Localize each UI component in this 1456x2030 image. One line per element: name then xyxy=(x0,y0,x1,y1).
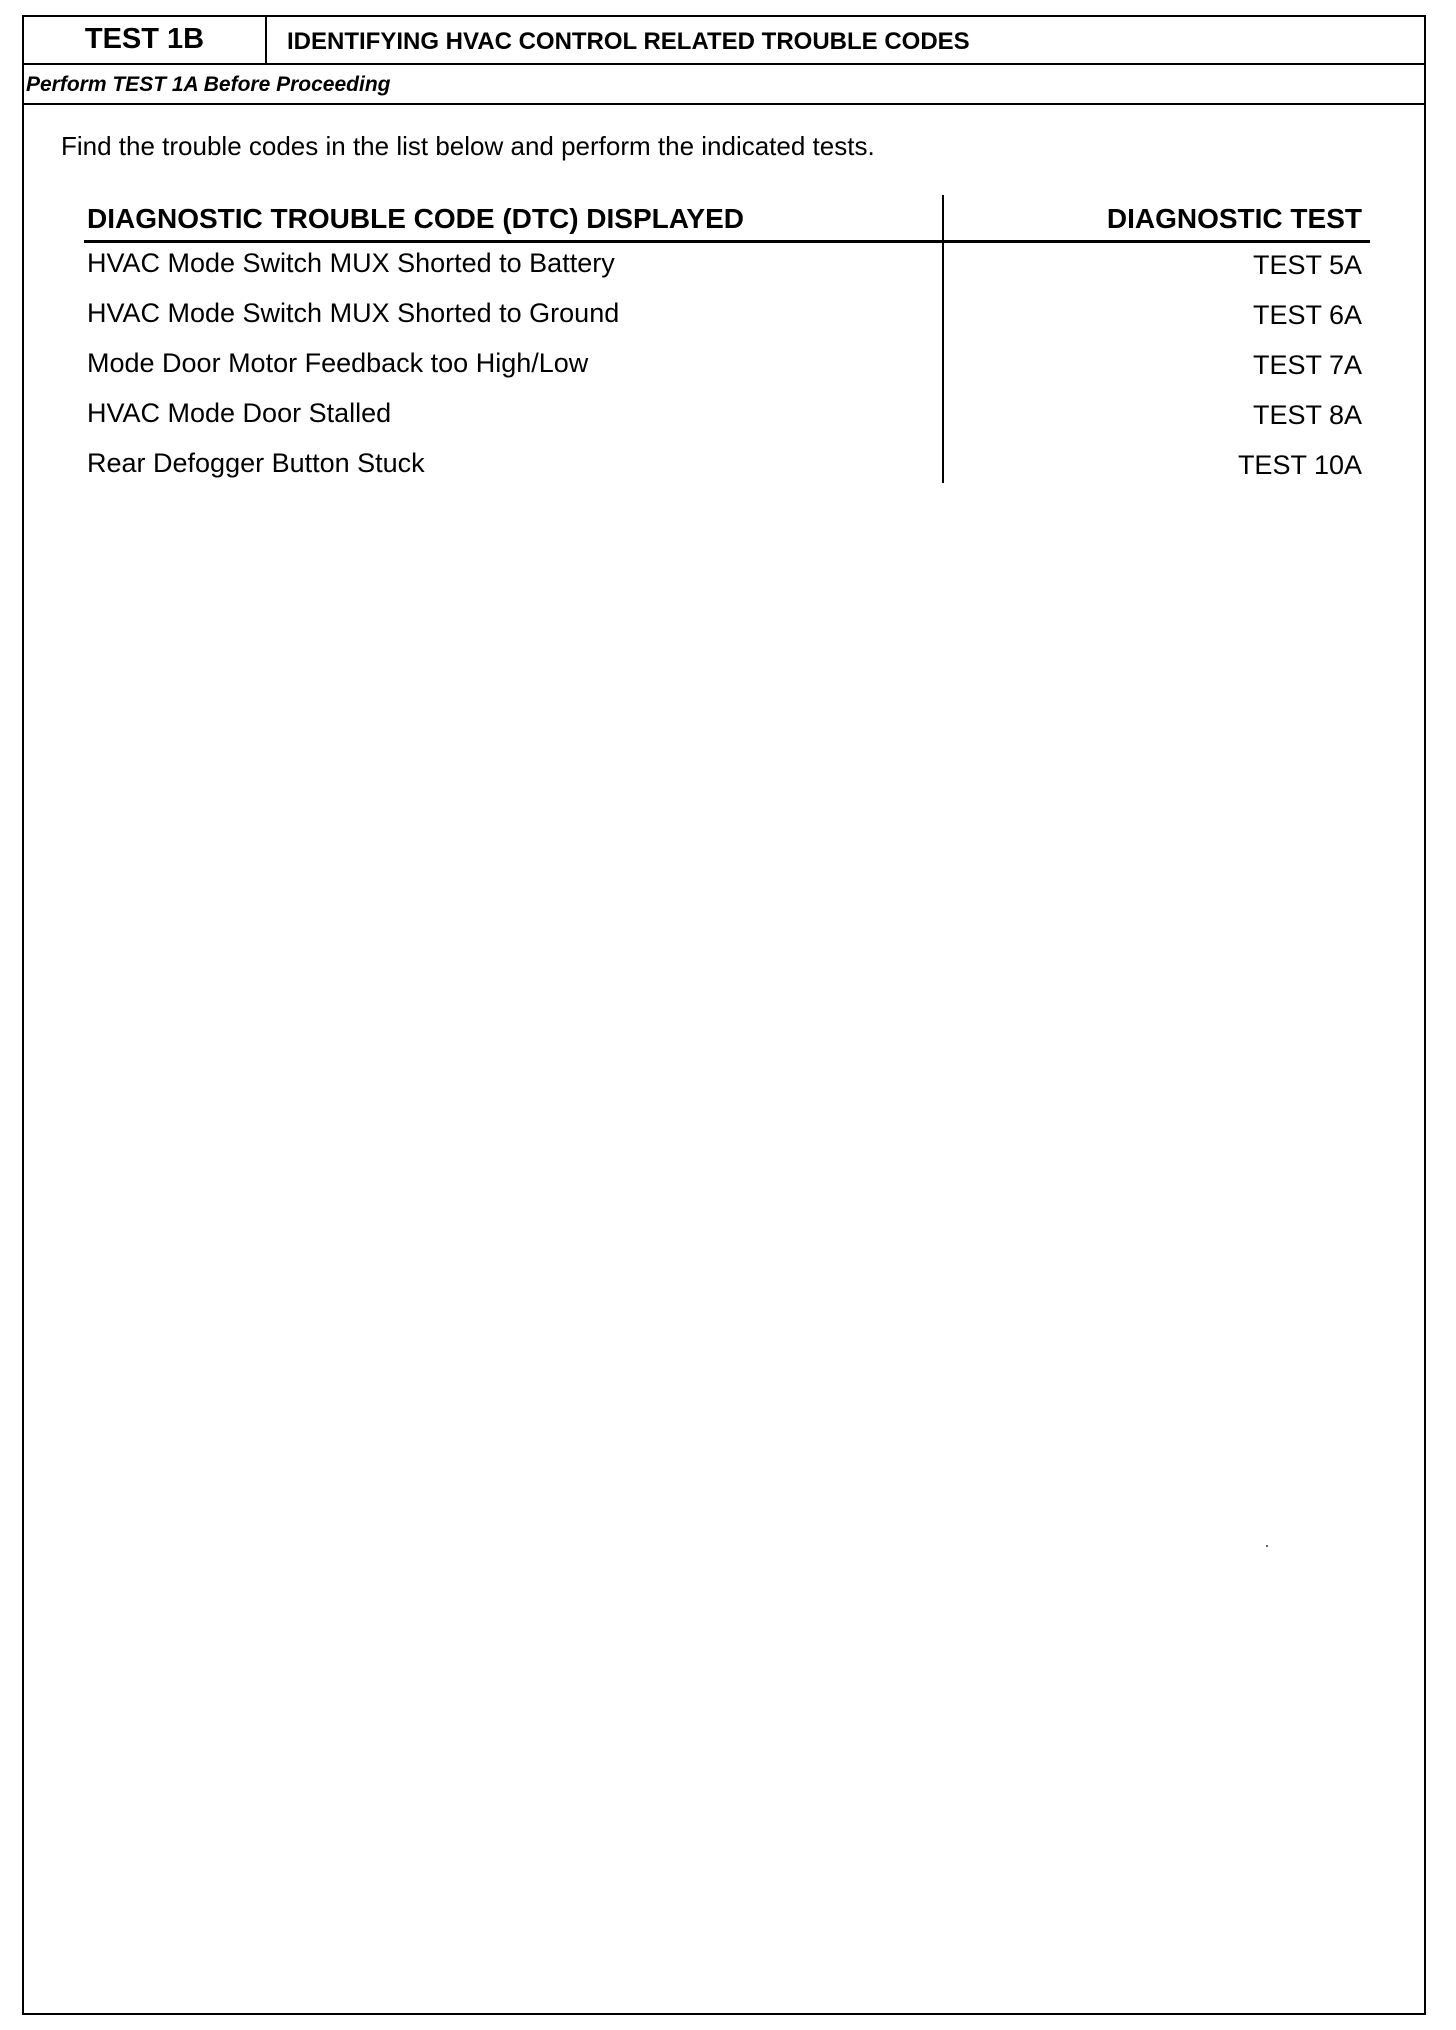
table-row xyxy=(84,443,1370,493)
diagnostic-test: TEST 5A xyxy=(1252,250,1362,280)
prerequisite-note: Perform TEST 1A Before Proceeding xyxy=(24,65,1424,105)
table-row xyxy=(84,343,1370,393)
test-id: TEST 1B xyxy=(24,17,267,63)
document-frame xyxy=(22,15,1426,2015)
intro-text: Find the trouble codes in the list below and perform the indicated tests. xyxy=(61,131,875,161)
diagnostic-test: TEST 8A xyxy=(1252,400,1362,430)
table-header xyxy=(84,195,1370,243)
dtc-description: Mode Door Motor Feedback too High/Low xyxy=(87,348,589,378)
table-row xyxy=(84,243,1370,293)
dtc-description: HVAC Mode Switch MUX Shorted to Ground xyxy=(87,298,620,328)
diagnostic-test: TEST 10A xyxy=(1237,450,1362,480)
dtc-description: HVAC Mode Door Stalled xyxy=(87,398,392,428)
table-row xyxy=(84,293,1370,343)
dtc-description: HVAC Mode Switch MUX Shorted to Battery xyxy=(87,248,615,278)
diagnostic-test: TEST 6A xyxy=(1252,300,1362,330)
column-header-code: DIAGNOSTIC TROUBLE CODE (DTC) DISPLAYED xyxy=(87,203,744,234)
scan-speck xyxy=(1266,1545,1268,1547)
diagnostic-test: TEST 7A xyxy=(1252,350,1362,380)
header-row xyxy=(24,17,1424,65)
dtc-table xyxy=(84,195,1370,493)
column-header-test: DIAGNOSTIC TEST xyxy=(1106,203,1362,234)
test-title: IDENTIFYING HVAC CONTROL RELATED TROUBLE CODES xyxy=(287,28,970,55)
dtc-description: Rear Defogger Button Stuck xyxy=(87,448,425,478)
table-row xyxy=(84,393,1370,443)
